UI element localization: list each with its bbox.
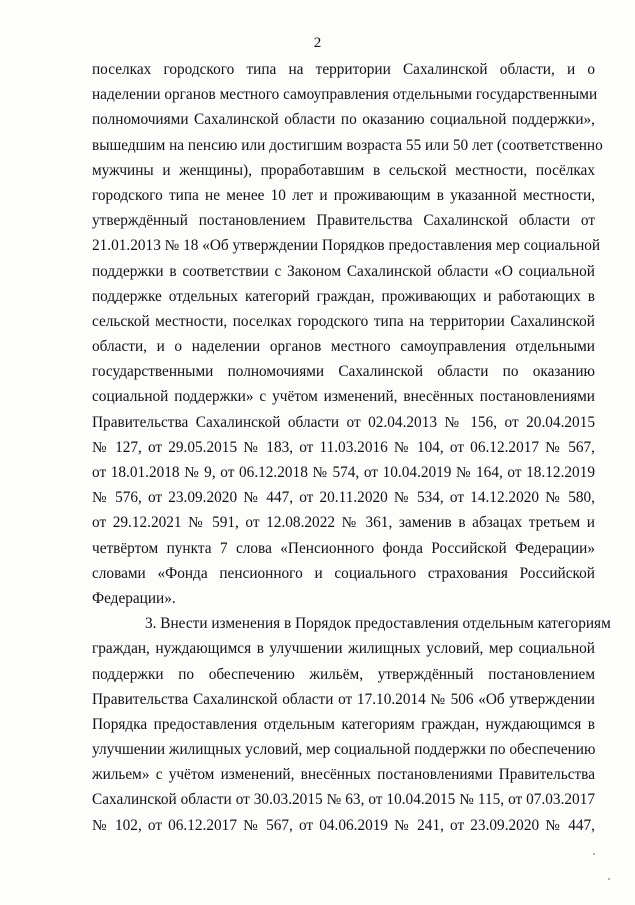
text-line: жильем» с учётом изменений, внесённых постановлениями Правительства: [92, 766, 595, 784]
body-text: [92, 57, 611, 838]
paragraph-end-line: Федерации».: [92, 589, 176, 607]
text-line: улучшении жилищных условий, мер социальной поддержки по обеспечению: [92, 741, 596, 759]
text-line: утверждённый постановлением Правительства Сахалинской области от: [92, 212, 595, 230]
text-line: области, и о наделении органов местного самоуправления отдельными: [92, 338, 595, 356]
text-line: социальной поддержки» с учётом изменений, внесённых постановлениями: [92, 388, 595, 406]
text-line: наделении органов местного самоуправления отдельными государственными: [92, 86, 598, 104]
text-line: Правительства Сахалинской области от 02.04.2013 № 156, от 20.04.2015: [92, 413, 595, 431]
text-line: городского типа не менее 10 лет и проживающим в указанной местности,: [92, 186, 595, 204]
text-line: вышедшим на пенсию или достигшим возраста 55 или 50 лет (соответственно: [92, 136, 603, 154]
text-line: № 102, от 06.12.2017 № 567, от 04.06.2019 № 241, от 23.09.2020 № 447,: [92, 816, 595, 834]
page-number: 2: [313, 35, 322, 51]
text-line: № 576, от 23.09.2020 № 447, от 20.11.2020 № 534, от 14.12.2020 № 580,: [92, 489, 595, 507]
text-line: от 29.12.2021 № 591, от 12.08.2022 № 361, заменив в абзацах третьем и: [92, 514, 595, 532]
text-line: поддержки по обеспечению жильём, утверждённый постановлением: [92, 665, 595, 683]
text-line: поддержки в соответствии с Законом Сахалинской области «О социальной: [92, 262, 595, 280]
text-line: поддержке отдельных категорий граждан, проживающих и работающих в: [92, 287, 595, 305]
text-line: граждан, нуждающимся в улучшении жилищных условий, мер социальной: [92, 640, 595, 658]
text-line: сельской местности, поселках городского типа на территории Сахалинской: [92, 312, 595, 330]
scan-speck: [593, 853, 595, 855]
text-line: словами «Фонда пенсионного и социального страхования Российской: [92, 564, 595, 582]
text-line: государственными полномочиями Сахалинской области по оказанию: [92, 363, 595, 381]
text-line: от 18.01.2018 № 9, от 06.12.2018 № 574, от 10.04.2019 № 164, от 18.12.2019: [92, 464, 595, 481]
text-line: Порядка предоставления отдельным категориям граждан, нуждающимся в: [92, 715, 595, 733]
text-line: № 127, от 29.05.2015 № 183, от 11.03.2016 № 104, от 06.12.2017 № 567,: [92, 438, 595, 456]
text-line: 21.01.2013 № 18 «Об утверждении Порядков предоставления мер социальной: [92, 237, 601, 255]
text-line: мужчины и женщины), проработавшим в сельской местности, посёлках: [92, 161, 595, 179]
scan-speck: [608, 878, 610, 880]
text-line: Сахалинской области от 30.03.2015 № 63, от 10.04.2015 № 115, от 07.03.2017: [92, 791, 595, 809]
text-line: полномочиями Сахалинской области по оказанию социальной поддержки»,: [92, 111, 595, 129]
text-line: поселках городского типа на территории Сахалинской области, и о: [92, 61, 595, 78]
text-line: четвёртом пункта 7 слова «Пенсионного фонда Российской Федерации»: [92, 539, 595, 557]
text-line: Правительства Сахалинской области от 17.10.2014 № 506 «Об утверждении: [92, 690, 595, 708]
paragraph-start-line: 3. Внести изменения в Порядок предоставления отдельным категориям: [145, 615, 611, 633]
